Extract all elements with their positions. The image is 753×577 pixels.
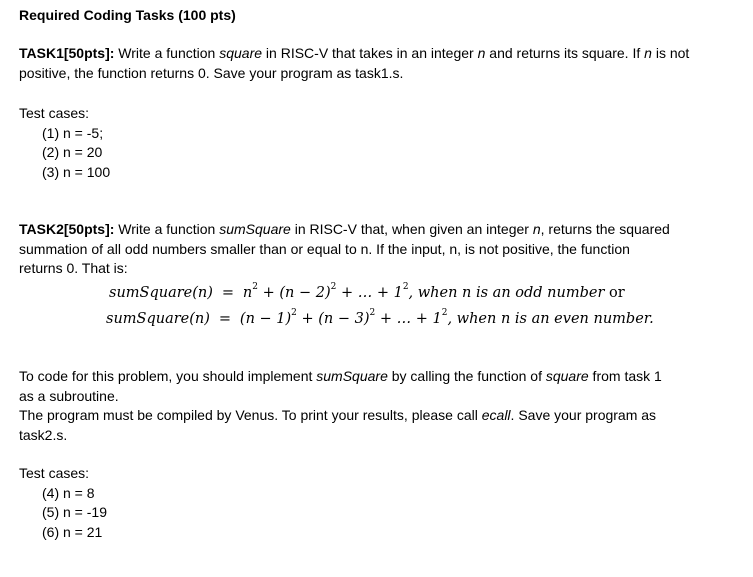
task2-line-1 — [19, 220, 670, 240]
para-text: by calling the function of — [387, 368, 546, 384]
task1-text: is not — [651, 45, 690, 61]
task2-text: in RISC-V that, when given an integer — [290, 221, 533, 237]
test-case: (4) n = 8 — [42, 484, 95, 501]
formula-condition: , when n is an even number. — [447, 311, 654, 327]
task2-line-3: returns 0. That is: — [19, 260, 128, 276]
para-function-name: sumSquare — [316, 368, 388, 384]
task1-var: n — [644, 45, 652, 61]
task2-label: TASK2[50pts]: — [19, 221, 115, 237]
formula-equals: = — [218, 311, 231, 327]
task1-text: Write a function — [114, 45, 220, 61]
formula-exponent: 2 — [330, 282, 337, 293]
para-text: from task 1 — [588, 368, 662, 384]
test-cases-title: Test cases: — [19, 465, 90, 481]
formula-or: or — [604, 285, 625, 301]
task1-text: and returns its square. If — [485, 45, 645, 61]
task2-line-2: summation of all odd numbers smaller than or equal to n. If the input, n, is not positive, the function — [19, 240, 630, 257]
para-line-4: task2.s. — [19, 426, 68, 443]
formula-lhs: sumSquare(n) — [106, 311, 210, 327]
formula-odd — [109, 284, 625, 304]
para-text: The program must be compiled by Venus. To print your results, please call — [19, 407, 482, 423]
para-text: To code for this problem, you should implement — [19, 368, 317, 384]
para-line-3 — [19, 406, 662, 426]
task2-paragraph — [19, 220, 670, 279]
task2-text: , returns the squared — [540, 221, 670, 237]
formula-term: n — [242, 285, 253, 301]
test-cases-title: Test cases: — [19, 105, 90, 121]
implementation-paragraph — [19, 367, 662, 445]
para-line-2: as a subroutine. — [19, 387, 119, 404]
test-case: (3) n = 100 — [42, 163, 111, 180]
formula-condition: , when n is an odd number — [408, 285, 605, 301]
task1-function-name: square — [219, 45, 263, 61]
formula-term: + (n − 2) — [257, 285, 331, 301]
test-case: (6) n = 21 — [42, 523, 103, 540]
test-case: (5) n = -19 — [42, 504, 107, 520]
test-cases-2 — [19, 464, 107, 542]
para-line-1 — [19, 367, 662, 387]
test-case: (2) n = 20 — [42, 144, 103, 160]
task2-var: n — [532, 221, 541, 237]
formula-exponent: 2 — [369, 308, 376, 319]
para-text: . Save your program as — [510, 407, 657, 423]
section-heading: Required Coding Tasks (100 pts) — [19, 7, 236, 23]
formula-term: + … + 1 — [336, 285, 403, 301]
para-function-name: square — [545, 368, 589, 384]
formula-term: + … + 1 — [375, 311, 442, 327]
formula-exponent: 2 — [291, 308, 297, 319]
formula-lhs: sumSquare(n) — [109, 285, 213, 301]
formula-exponent: 2 — [252, 282, 258, 293]
formula-term: (n − 1) — [239, 311, 292, 327]
task1-line-2: positive, the function returns 0. Save your program as task1.s. — [19, 64, 404, 81]
para-function-name: ecall — [481, 407, 511, 423]
task2-function-name: sumSquare — [219, 221, 291, 237]
task2-text: Write a function — [114, 221, 220, 237]
formula-exponent: 2 — [402, 282, 409, 293]
formula-equals: = — [221, 285, 234, 301]
formula-exponent: 2 — [441, 308, 448, 319]
formula-term: + (n − 3) — [296, 311, 370, 327]
task1-line-1 — [19, 44, 689, 64]
task1-label: TASK1[50pts]: — [19, 45, 115, 61]
test-case: (1) n = -5; — [42, 124, 104, 141]
test-cases-1 — [19, 104, 110, 182]
task1-text: in RISC-V that takes in an integer — [262, 45, 478, 61]
formula-even — [106, 310, 654, 330]
task1-paragraph — [19, 44, 689, 83]
task1-var: n — [477, 45, 486, 61]
